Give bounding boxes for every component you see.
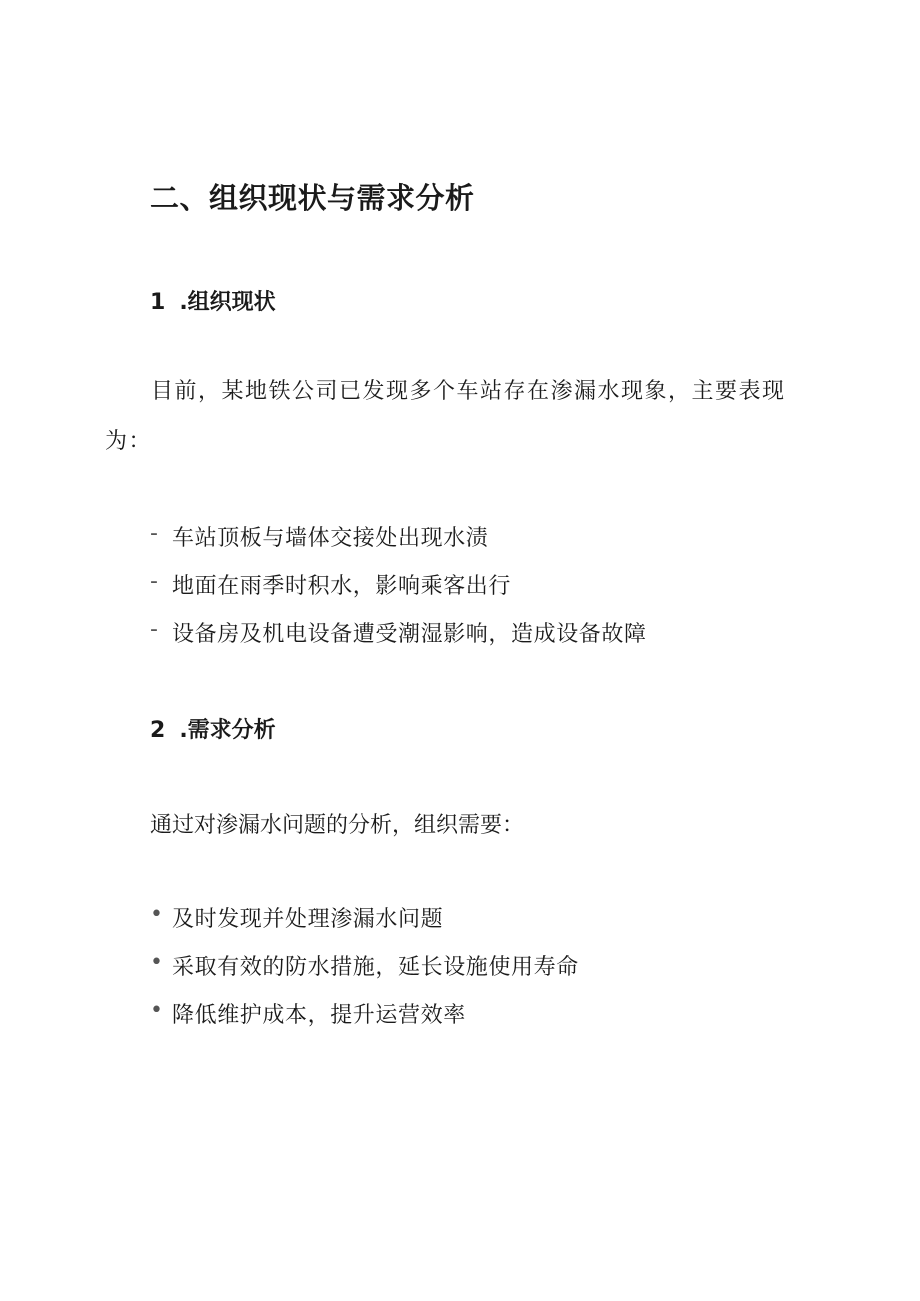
list-item — [150, 902, 579, 950]
section-heading: 二、组织现状与需求分析 — [150, 181, 475, 215]
subsection-heading-needs — [150, 713, 276, 744]
list-item — [150, 617, 647, 665]
list-item — [150, 569, 647, 617]
list-item-text: 及时发现并处理渗漏水问题 — [172, 907, 444, 932]
bullet-marker: • — [150, 950, 163, 975]
subsection-heading-status — [150, 285, 276, 316]
list-item-text: 车站顶板与墙体交接处出现水渍 — [172, 526, 489, 551]
subsection-number: 1 — [150, 290, 166, 315]
dash-marker: - — [150, 569, 158, 594]
subsection-number: 2 — [150, 718, 166, 743]
list-item — [150, 521, 647, 569]
status-paragraph: 目前，某地铁公司已发现多个车站存在渗漏水现象，主要表现为： — [105, 379, 786, 454]
list-item-text: 采取有效的防水措施，延长设施使用寿命 — [172, 955, 579, 980]
dash-marker: - — [150, 521, 158, 546]
list-item — [150, 998, 579, 1046]
list-item — [150, 950, 579, 998]
needs-intro: 通过对渗漏水问题的分析，组织需要： — [150, 813, 525, 838]
subsection-title: .需求分析 — [179, 718, 276, 743]
list-item-text: 设备房及机电设备遭受潮湿影响，造成设备故障 — [172, 622, 647, 647]
status-list — [150, 521, 647, 665]
dash-marker: - — [150, 617, 158, 642]
needs-list — [150, 902, 579, 1046]
subsection-title: .组织现状 — [179, 290, 276, 315]
bullet-marker: • — [150, 998, 163, 1023]
bullet-marker: • — [150, 902, 163, 927]
list-item-text: 地面在雨季时积水，影响乘客出行 — [172, 574, 512, 599]
list-item-text: 降低维护成本，提升运营效率 — [172, 1003, 466, 1028]
